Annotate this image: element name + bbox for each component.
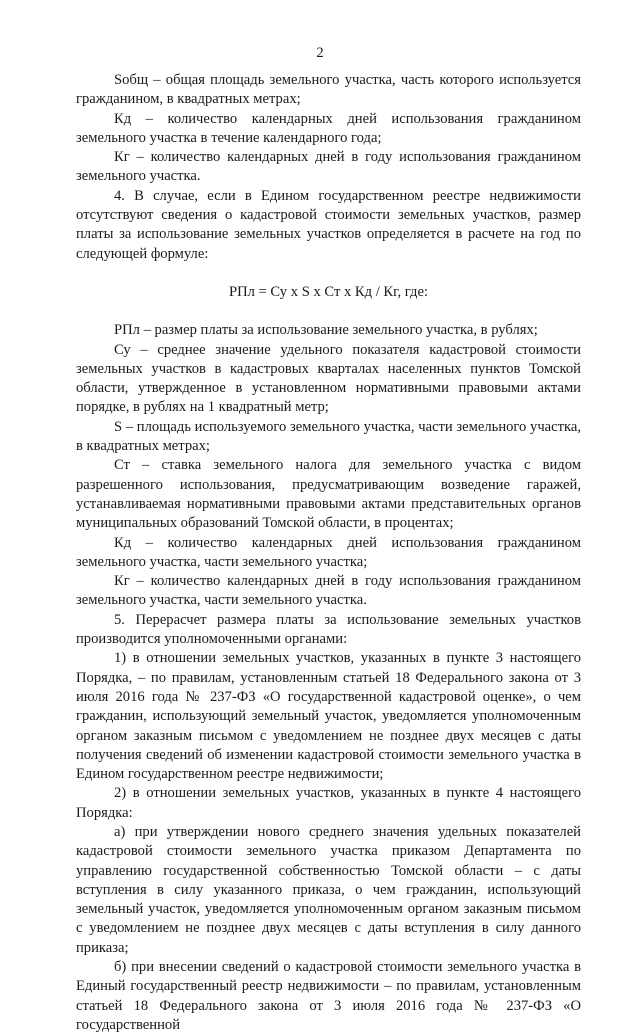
paragraph-s: S – площадь используемого земельного участка, части земельного участка, в квадратных метрах; — [76, 418, 581, 455]
paragraph-sub-2b: б) при внесении сведений о кадастровой стоимости земельного участка в Единый государственный реестр недвижимости – по правилам, установленным статьей 18 Федерального закона от 3 июля 2016 года № 237-ФЗ «О государственной — [76, 959, 581, 1033]
spacer — [76, 302, 581, 321]
paragraph-item-5: 5. Перерасчет размера платы за использование земельных участков производится уполномоченными органами: — [76, 611, 581, 648]
page-number: 2 — [316, 45, 324, 61]
spacer — [76, 264, 581, 283]
paragraph-sub-2a: а) при утверждении нового среднего значения удельных показателей кадастровой стоимости земельного участка приказом Департамента по управлению государственной собственностью Томской области – с даты вступления в силу указанного приказа, о чем гражданин, использующий земельный участок, уведомляется уполномоченным органом заказным письмом с уведомлением не позднее двух месяцев с даты вступления в силу данного приказа; — [76, 823, 581, 956]
paragraph-rpl: РПл – размер платы за использование земельного участка, в рублях; — [114, 322, 538, 339]
paragraph-item-4: 4. В случае, если в Едином государственном реестре недвижимости отсутствуют сведения о кадастровой стоимости земельных участков, размер платы за использование земельных участков определяется в расчете на год по следующей формуле: — [76, 187, 581, 262]
paragraph-st: Ст – ставка земельного налога для земельного участка с видом разрешенного использования, предусматривающим возведение гаражей, устанавливаемая нормативными правовыми актами представительных органов муниципальных образований Томской области, в процентах; — [76, 457, 581, 532]
paragraph-kg: Кг – количество календарных дней в году использования гражданином земельного участка. — [76, 149, 581, 185]
document-body — [76, 71, 581, 1035]
paragraph-kd: Кд – количество календарных дней использования гражданином земельного участка в течение календарного года; — [76, 110, 581, 146]
paragraph-kd-2: Кд – количество календарных дней использования гражданином земельного участка, части земельного участка; — [76, 534, 581, 570]
paragraph-s-total: Sобщ – общая площадь земельного участка, часть которого используется гражданином, в квадратных метрах; — [76, 72, 581, 108]
formula: РПл = Су х S х Ст х Кд / Кг, где: — [228, 283, 429, 300]
paragraph-sub-1: 1) в отношении земельных участков, указанных в пункте 3 настоящего Порядка, – по правилам, установленным статьей 18 Федерального закона от 3 июля 2016 года № 237-ФЗ «О государственной кадастровой оценке», о чем гражданин, использующий земельный участок, уведомляется уполномоченным органом заказным письмом с уведомлением не позднее двух месяцев с даты получения сведений об изменении кадастровой стоимости земельного участка в Едином государственном реестре недвижимости; — [76, 650, 581, 783]
paragraph-su: Су – среднее значение удельного показателя кадастровой стоимости земельных участков в кадастровых кварталах населенных пунктов Томской области, утвержденное в установленном нормативными правовыми актами порядке, в рублях на 1 квадратный метр; — [76, 341, 581, 416]
paragraph-kg-2: Кг – количество календарных дней в году использования гражданином земельного участка, части земельного участка. — [76, 573, 581, 609]
paragraph-sub-2: 2) в отношении земельных участков, указанных в пункте 4 настоящего Порядка: — [76, 785, 581, 821]
